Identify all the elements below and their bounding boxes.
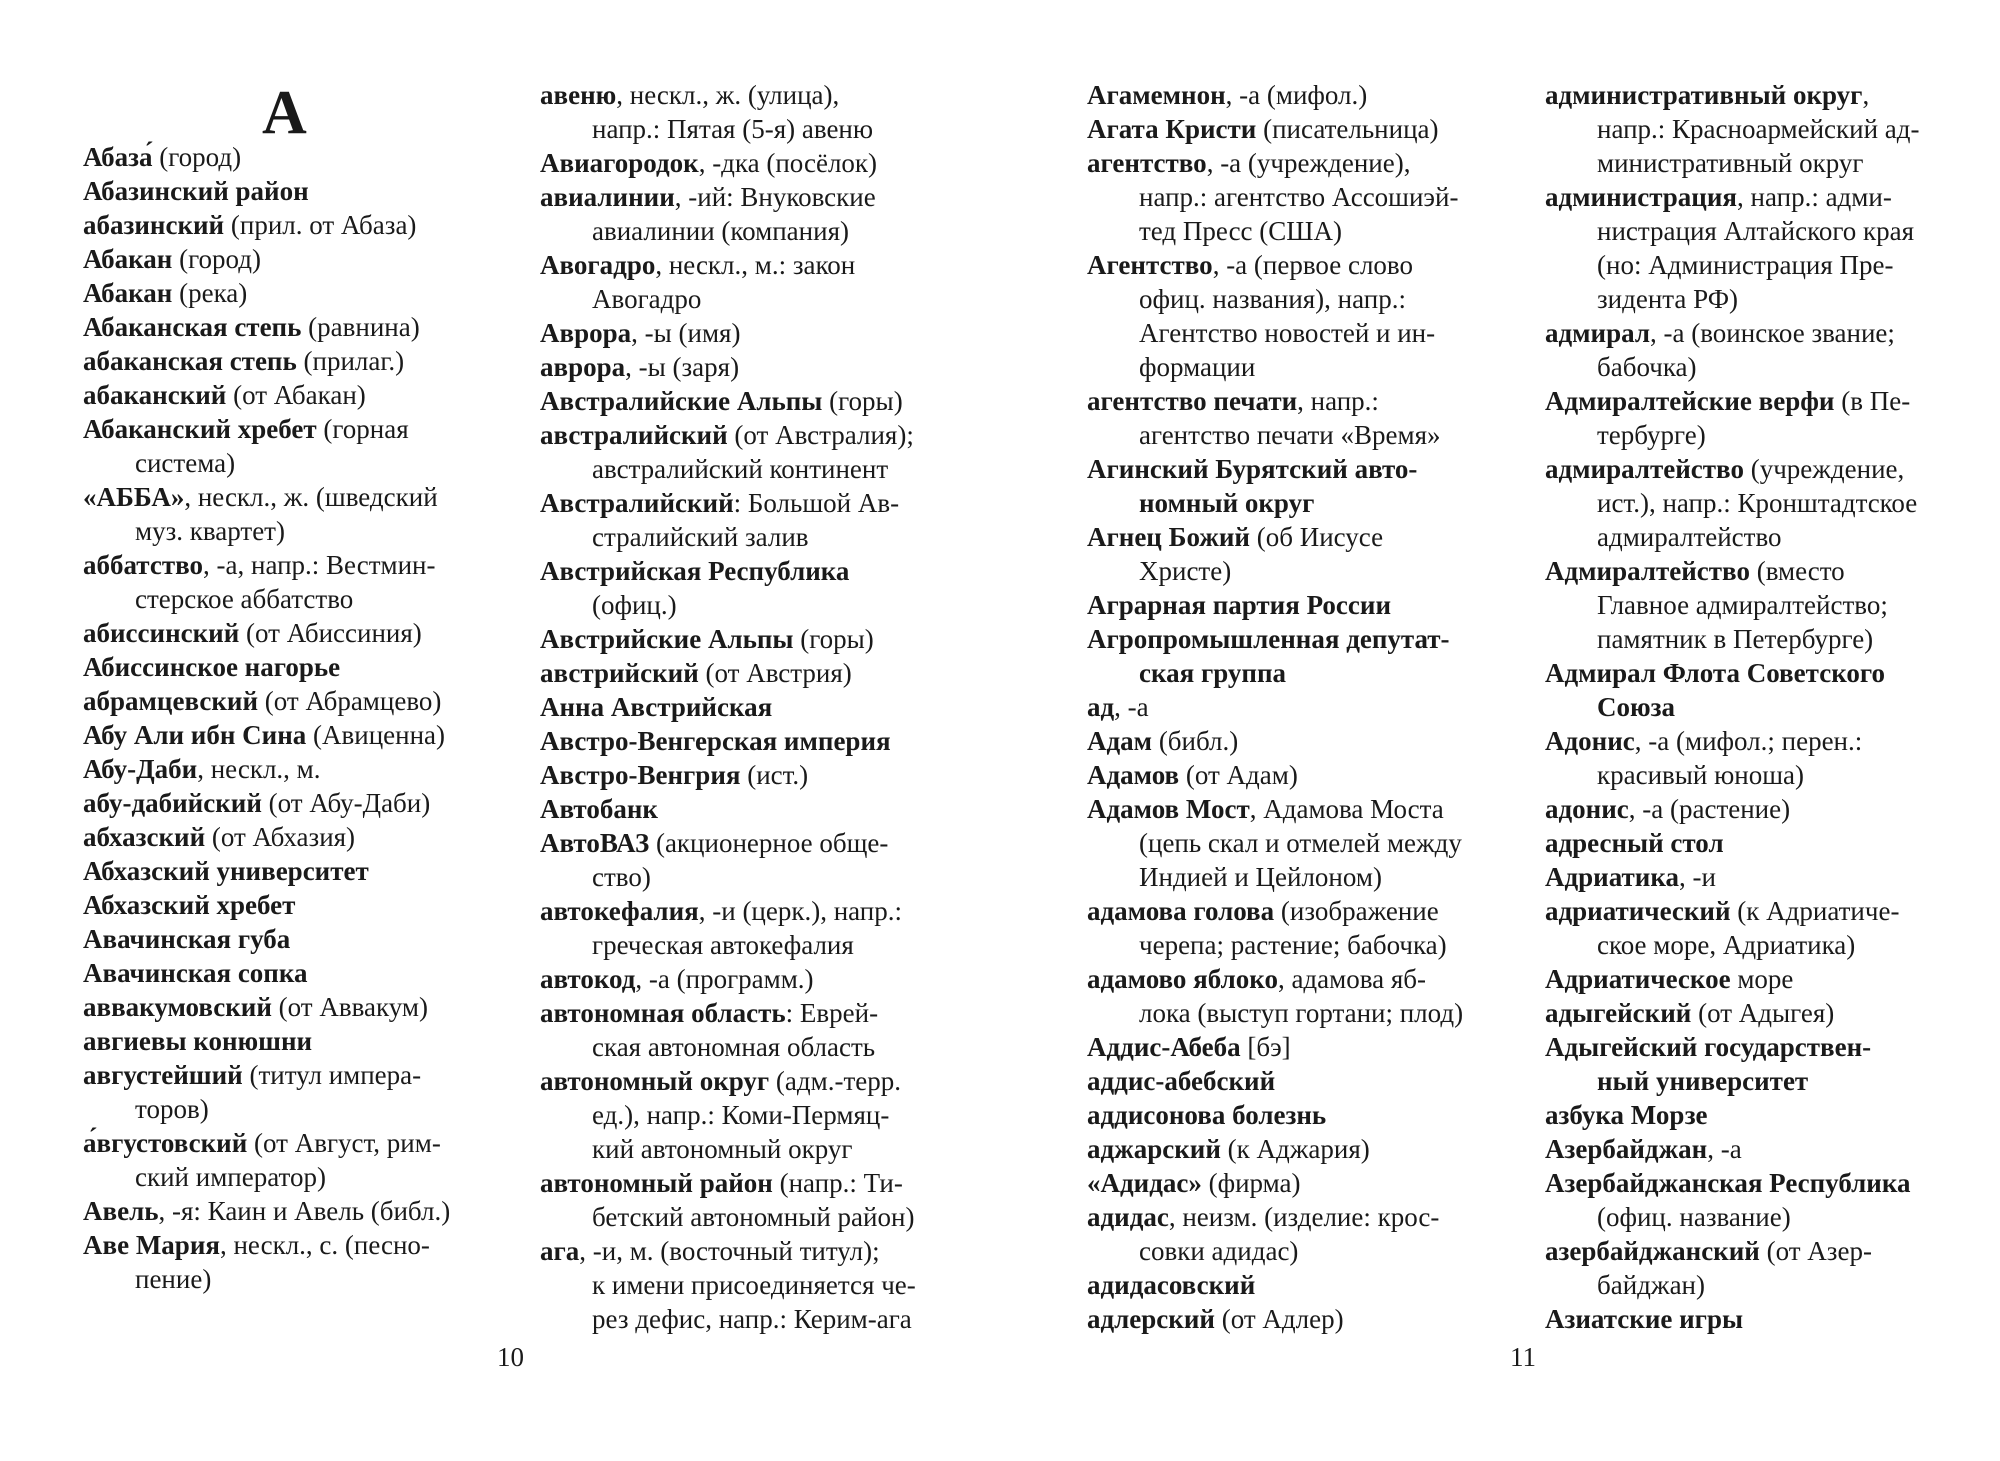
entry-gloss: (от Австрия) — [698, 658, 852, 688]
dictionary-entry — [540, 316, 1015, 350]
entry-gloss: , -а (мифол.; перен.: красивый юноша) — [1597, 726, 1863, 790]
dictionary-entry — [1545, 1234, 2000, 1302]
entry-gloss: (вместо Главное адмиралтейство; памятник в Петербурге) — [1597, 556, 1888, 654]
entry-headword: Адриатика — [1545, 862, 1679, 892]
dictionary-entry — [1545, 724, 2000, 792]
entry-headword: Авиагородок — [540, 148, 699, 178]
entry-gloss: (напр.: Ти- бетский автономный район) — [592, 1168, 915, 1232]
entry-headword: адидас — [1087, 1202, 1169, 1232]
dictionary-entry — [83, 548, 558, 616]
entry-headword: агентство печати — [1087, 386, 1298, 416]
entry-gloss: , адамова яб- лока (выступ гортани; плод) — [1139, 964, 1464, 1028]
dictionary-entry — [83, 854, 558, 888]
entry-headword: абхазский — [83, 822, 206, 852]
entry-headword: австралийский — [540, 420, 728, 450]
entry-headword: Адамов — [1087, 760, 1180, 790]
entry-gloss: , -ий: Внуковские авиалинии (компания) — [592, 182, 876, 246]
dictionary-entry — [83, 1228, 558, 1296]
entry-headword: автономный район — [540, 1168, 773, 1198]
entry-headword: адмиралтейство — [1545, 454, 1744, 484]
entry-headword: абиссинский — [83, 618, 240, 648]
entry-headword: абрамцевский — [83, 686, 259, 716]
entry-gloss: , нескл., м. — [197, 754, 321, 784]
entry-headword: адамово яблоко — [1087, 964, 1278, 994]
entry-headword: Авачинская сопка — [83, 958, 308, 988]
entry-gloss: (от Абхазия) — [205, 822, 356, 852]
entry-headword: азбука Морзе — [1545, 1100, 1708, 1130]
entry-gloss: , неизм. (изделие: крос- совки адидас) — [1139, 1202, 1440, 1266]
entry-headword: Авачинская губа — [83, 924, 291, 954]
dictionary-entry — [83, 480, 558, 548]
entry-gloss: (библ.) — [1152, 726, 1239, 756]
entry-gloss: (от Азер- байджан) — [1597, 1236, 1872, 1300]
entry-gloss: , напр.: агентство печати «Время» — [1139, 386, 1441, 450]
dictionary-entry — [1087, 622, 1562, 690]
entry-headword: авеню — [540, 80, 617, 110]
entry-headword: Аве Мария — [83, 1230, 220, 1260]
entry-headword: адидасовский — [1087, 1270, 1256, 1300]
dictionary-entry — [1545, 860, 2000, 894]
entry-headword: Австро-Венгрия — [540, 760, 741, 790]
entry-headword: Абакан — [83, 278, 173, 308]
dictionary-entry — [83, 1058, 558, 1126]
dictionary-entry — [1087, 690, 1562, 724]
dictionary-entry — [83, 820, 558, 854]
entry-gloss: , -а — [1114, 692, 1149, 722]
entry-headword: адамова голова — [1087, 896, 1275, 926]
entry-headword: «Адидас» — [1087, 1168, 1202, 1198]
entry-gloss: (писательница) — [1256, 114, 1439, 144]
entry-gloss: море — [1730, 964, 1794, 994]
entry-headword: Адриатическое — [1545, 964, 1731, 994]
entry-headword: Агропромышленная депутат- ская группа — [1087, 624, 1450, 688]
dictionary-entry — [540, 690, 1015, 724]
entry-headword: Авель — [83, 1196, 159, 1226]
entry-headword: Абазинский район — [83, 176, 309, 206]
dictionary-entry — [540, 146, 1015, 180]
entry-gloss: , -а (мифол.) — [1225, 80, 1368, 110]
entry-headword: Австро-Венгерская империя — [540, 726, 891, 756]
dictionary-entry — [540, 486, 1015, 554]
dictionary-entry — [1087, 758, 1562, 792]
entry-headword: адыгейский — [1545, 998, 1692, 1028]
section-letter: А — [262, 79, 307, 147]
entry-gloss: [бэ] — [1240, 1032, 1291, 1062]
entry-headword: Австралийский — [540, 488, 734, 518]
dictionary-entry — [83, 378, 558, 412]
dictionary-entry — [1545, 1098, 2000, 1132]
entry-gloss: (от Адлер) — [1214, 1304, 1344, 1334]
dictionary-entry — [540, 350, 1015, 384]
entry-gloss: , -дка (посёлок) — [698, 148, 878, 178]
page-10-column-2 — [540, 78, 1015, 1336]
dictionary-entry — [1545, 1132, 2000, 1166]
entry-headword: агентство — [1087, 148, 1207, 178]
entry-gloss: , нескл., ж. (шведский муз. квартет) — [135, 482, 438, 546]
entry-headword: Азербайджанская Республика — [1545, 1168, 1911, 1198]
dictionary-entry — [1087, 248, 1562, 384]
dictionary-entry — [1087, 384, 1562, 452]
dictionary-entry — [83, 650, 558, 684]
dictionary-entry — [83, 412, 558, 480]
dictionary-entry — [1545, 826, 2000, 860]
entry-headword: аджарский — [1087, 1134, 1221, 1164]
entry-gloss: , -ы (имя) — [631, 318, 741, 348]
dictionary-entry — [540, 1166, 1015, 1234]
dictionary-entry — [83, 1126, 558, 1194]
dictionary-entry — [1087, 962, 1562, 1030]
entry-headword: Абу-Даби — [83, 754, 198, 784]
entry-gloss: , -и (церк.), напр.: греческая автокефалия — [592, 896, 903, 960]
entry-headword: Адмирал Флота Советского Союза — [1545, 658, 1885, 722]
entry-gloss: , -я: Каин и Авель (библ.) — [158, 1196, 451, 1226]
dictionary-entry — [540, 996, 1015, 1064]
entry-gloss: : Еврей- ская автономная область — [592, 998, 879, 1062]
entry-gloss: (горы) — [793, 624, 874, 654]
entry-headword: адлерский — [1087, 1304, 1215, 1334]
dictionary-entry — [540, 1234, 1015, 1336]
entry-gloss: (река) — [172, 278, 248, 308]
entry-gloss: (прилаг.) — [296, 346, 405, 376]
dictionary-entry — [1087, 78, 1562, 112]
dictionary-entry — [83, 208, 558, 242]
dictionary-entry — [83, 616, 558, 650]
dictionary-entry — [83, 242, 558, 276]
entry-headword: Аграрная партия России — [1087, 590, 1392, 620]
entry-gloss: , -и, м. (восточный титул); к имени присоединяется че- рез дефис, напр.: Керим-ага — [579, 1236, 916, 1334]
entry-headword: Агинский Бурятский авто- номный округ — [1087, 454, 1418, 518]
entry-headword: Аврора — [540, 318, 632, 348]
dictionary-entry — [1545, 316, 2000, 384]
dictionary-entry — [1545, 180, 2000, 316]
entry-gloss: , -а — [1707, 1134, 1742, 1164]
dictionary-entry — [83, 310, 558, 344]
entry-headword: адресный стол — [1545, 828, 1724, 858]
dictionary-entry — [1545, 452, 2000, 554]
dictionary-entry — [540, 622, 1015, 656]
dictionary-entry — [83, 956, 558, 990]
dictionary-entry — [1545, 554, 2000, 656]
entry-headword: адриатический — [1545, 896, 1731, 926]
entry-headword: Абиссинское нагорье — [83, 652, 341, 682]
dictionary-entry — [1545, 1166, 2000, 1234]
entry-gloss: (горы) — [822, 386, 903, 416]
entry-gloss: , -и — [1679, 862, 1716, 892]
entry-gloss: , Адамова Моста (цепь скал и отмелей между Индией и Цейлоном) — [1139, 794, 1462, 892]
entry-headword: Авогадро — [540, 250, 656, 280]
entry-gloss: (акционерное обще- ство) — [592, 828, 889, 892]
page-11-column-1 — [1087, 78, 1562, 1336]
entry-gloss: (в Пе- тербурге) — [1597, 386, 1911, 450]
entry-gloss: (город) — [172, 244, 261, 274]
entry-gloss: , -а (первое слово офиц. названия), напр.: Агентство новостей и ин- формации — [1139, 250, 1436, 382]
entry-headword: Абаза́ — [83, 142, 153, 172]
entry-gloss: , напр.: Красноармейский ад- министративный округ — [1597, 80, 1920, 178]
entry-headword: абазинский — [83, 210, 225, 240]
entry-headword: автономный округ — [540, 1066, 770, 1096]
entry-gloss: , нескл., с. (песно- пение) — [135, 1230, 430, 1294]
entry-headword: абаканская степь — [83, 346, 297, 376]
entry-headword: АвтоВАЗ — [540, 828, 650, 858]
dictionary-entry — [1545, 996, 2000, 1030]
entry-headword: аддисонова болезнь — [1087, 1100, 1327, 1130]
entry-headword: Абаканская степь — [83, 312, 302, 342]
entry-headword: «АББА» — [83, 482, 185, 512]
entry-gloss: , нескл., ж. (улица), напр.: Пятая (5-я) авеню — [592, 80, 874, 144]
dictionary-entry — [1087, 1200, 1562, 1268]
dictionary-entry — [540, 894, 1015, 962]
dictionary-entry — [1087, 894, 1562, 962]
entry-headword: Азиатские игры — [1545, 1304, 1744, 1334]
dictionary-entry — [540, 962, 1015, 996]
dictionary-entry — [540, 826, 1015, 894]
dictionary-entry — [83, 718, 558, 752]
entry-headword: авгиевы конюшни — [83, 1026, 313, 1056]
dictionary-entry — [83, 922, 558, 956]
entry-gloss: (город) — [152, 142, 242, 172]
entry-headword: Агата Кристи — [1087, 114, 1257, 144]
entry-gloss: , -а (воинское звание; бабочка) — [1597, 318, 1895, 382]
entry-headword: Анна Австрийская — [540, 692, 773, 722]
dictionary-entry — [1545, 384, 2000, 452]
page-number-right: 11 — [1510, 1342, 1536, 1372]
entry-headword: абу-дабийский — [83, 788, 262, 818]
entry-gloss: (от Абиссиния) — [239, 618, 422, 648]
entry-headword: Агнец Божий — [1087, 522, 1250, 552]
dictionary-entry — [1087, 1166, 1562, 1200]
entry-gloss: , нескл., м.: закон Авогадро — [592, 250, 856, 314]
entry-headword: августейший — [83, 1060, 243, 1090]
entry-headword: Абаканский хребет — [83, 414, 317, 444]
entry-gloss: (от Август, рим- ский император) — [135, 1128, 441, 1192]
dictionary-entry — [1545, 656, 2000, 724]
dictionary-entry — [83, 344, 558, 378]
dictionary-entry — [83, 786, 558, 820]
entry-headword: Австрийская Республика — [540, 556, 850, 586]
dictionary-entry — [1087, 452, 1562, 520]
entry-headword: Австрийские Альпы — [540, 624, 794, 654]
dictionary-entry — [540, 248, 1015, 316]
dictionary-entry — [540, 384, 1015, 418]
entry-gloss: (к Аджария) — [1220, 1134, 1370, 1164]
dictionary-entry — [540, 418, 1015, 486]
entry-headword: а́вгустовский — [83, 1128, 248, 1158]
entry-gloss: (ист.) — [740, 760, 809, 790]
dictionary-entry — [1087, 1302, 1562, 1336]
page-11-column-2 — [1545, 78, 2000, 1336]
entry-headword: Адмиралтейские верфи — [1545, 386, 1835, 416]
entry-headword: Абхазский университет — [83, 856, 369, 886]
dictionary-entry — [83, 752, 558, 786]
dictionary-entry — [1545, 1302, 2000, 1336]
entry-gloss: (от Аввакум) — [271, 992, 428, 1022]
dictionary-entry — [540, 656, 1015, 690]
entry-headword: австрийский — [540, 658, 699, 688]
dictionary-entry — [1545, 1030, 2000, 1098]
dictionary-entry — [540, 1064, 1015, 1166]
entry-gloss: , -а (растение) — [1628, 794, 1791, 824]
entry-gloss: (офиц.) — [592, 590, 677, 620]
dictionary-entry — [1087, 588, 1562, 622]
dictionary-entry — [540, 78, 1015, 146]
entry-headword: азербайджанский — [1545, 1236, 1760, 1266]
dictionary-entry — [540, 180, 1015, 248]
entry-gloss: (титул импера- торов) — [135, 1060, 422, 1124]
entry-gloss: (об Иисусе Христе) — [1139, 522, 1384, 586]
dictionary-entry — [540, 792, 1015, 826]
entry-gloss: : Большой Ав- стралийский залив — [592, 488, 900, 552]
dictionary-entry — [1087, 1098, 1562, 1132]
entry-headword: Агамемнон — [1087, 80, 1226, 110]
entry-headword: адонис — [1545, 794, 1629, 824]
entry-headword: автокефалия — [540, 896, 699, 926]
entry-gloss: (от Абу-Даби) — [261, 788, 431, 818]
entry-headword: административный округ — [1545, 80, 1863, 110]
entry-headword: Аддис-Абеба — [1087, 1032, 1241, 1062]
entry-headword: абаканский — [83, 380, 227, 410]
entry-gloss: , напр.: адми- нистрация Алтайского края (но: Администрация Пре- зидента РФ) — [1597, 182, 1914, 314]
entry-headword: аврора — [540, 352, 626, 382]
entry-gloss: (равнина) — [301, 312, 420, 342]
dictionary-entry — [83, 140, 558, 174]
dictionary-entry — [1087, 1132, 1562, 1166]
dictionary-entry — [1545, 78, 2000, 180]
page-number-left: 10 — [497, 1342, 524, 1372]
entry-gloss: (к Адриатиче- ское море, Адриатика) — [1597, 896, 1900, 960]
entry-gloss: (от Австралия); австралийский континент — [592, 420, 914, 484]
entry-headword: администрация — [1545, 182, 1738, 212]
dictionary-entry — [83, 990, 558, 1024]
entry-gloss: (учреждение, ист.), напр.: Кронштадтское адмиралтейство — [1597, 454, 1918, 552]
entry-gloss: (прил. от Абаза) — [224, 210, 417, 240]
entry-headword: аввакумовский — [83, 992, 272, 1022]
entry-headword: Абу Али ибн Сина — [83, 720, 307, 750]
entry-headword: Австралийские Альпы — [540, 386, 823, 416]
entry-gloss: (изображение черепа; растение; бабочка) — [1139, 896, 1447, 960]
dictionary-entry — [1545, 962, 2000, 996]
dictionary-entry — [83, 174, 558, 208]
entry-gloss: (фирма) — [1201, 1168, 1301, 1198]
dictionary-entry — [1545, 792, 2000, 826]
entry-headword: ага — [540, 1236, 580, 1266]
entry-gloss: (от Адам) — [1179, 760, 1298, 790]
dictionary-entry — [83, 1194, 558, 1228]
dictionary-entry — [540, 758, 1015, 792]
entry-gloss: (от Адыгея) — [1691, 998, 1835, 1028]
dictionary-entry — [1087, 1064, 1562, 1098]
dictionary-entry — [83, 684, 558, 718]
entry-gloss: (офиц. название) — [1597, 1202, 1791, 1232]
dictionary-entry — [1087, 724, 1562, 758]
dictionary-entry — [1087, 520, 1562, 588]
entry-headword: Адмиралтейство — [1545, 556, 1750, 586]
dictionary-entry — [1087, 146, 1562, 248]
dictionary-entry — [1087, 1268, 1562, 1302]
dictionary-entry — [1087, 1030, 1562, 1064]
entry-gloss: , -ы (заря) — [625, 352, 740, 382]
entry-headword: аббатство — [83, 550, 204, 580]
entry-headword: Автобанк — [540, 794, 658, 824]
dictionary-entry — [540, 554, 1015, 622]
dictionary-entry — [83, 1024, 558, 1058]
entry-headword: Азербайджан — [1545, 1134, 1708, 1164]
entry-headword: Агентство — [1087, 250, 1213, 280]
entry-headword: автономная область — [540, 998, 786, 1028]
entry-gloss: , -а (программ.) — [635, 964, 814, 994]
dictionary-entry — [1087, 112, 1562, 146]
dictionary-entry — [540, 724, 1015, 758]
dictionary-entry — [1545, 894, 2000, 962]
entry-gloss: , -а, напр.: Вестмин- стерское аббатство — [135, 550, 436, 614]
entry-gloss: (Авиценна) — [306, 720, 446, 750]
dictionary-entry — [83, 276, 558, 310]
entry-gloss: (горная система) — [135, 414, 409, 478]
entry-headword: Адыгейский государствен- ный университет — [1545, 1032, 1872, 1096]
entry-gloss: (от Абакан) — [226, 380, 366, 410]
entry-headword: Адам — [1087, 726, 1153, 756]
entry-headword: аддис-абебский — [1087, 1066, 1276, 1096]
entry-gloss: , -а (учреждение), напр.: агентство Ассошиэй- тед Пресс (США) — [1139, 148, 1459, 246]
entry-gloss: (от Абрамцево) — [258, 686, 442, 716]
entry-headword: Абакан — [83, 244, 173, 274]
entry-headword: ад — [1087, 692, 1115, 722]
page-10-column-1 — [83, 140, 558, 1296]
entry-gloss: (адм.-терр. ед.), напр.: Коми-Пермяц- кий автономный округ — [592, 1066, 901, 1164]
entry-headword: Адонис — [1545, 726, 1635, 756]
entry-headword: автокод — [540, 964, 636, 994]
dictionary-entry — [1087, 792, 1562, 894]
entry-headword: Адамов Мост — [1087, 794, 1250, 824]
dictionary-entry — [83, 888, 558, 922]
entry-headword: Абхазский хребет — [83, 890, 296, 920]
entry-headword: адмирал — [1545, 318, 1651, 348]
entry-headword: авиалинии — [540, 182, 675, 212]
